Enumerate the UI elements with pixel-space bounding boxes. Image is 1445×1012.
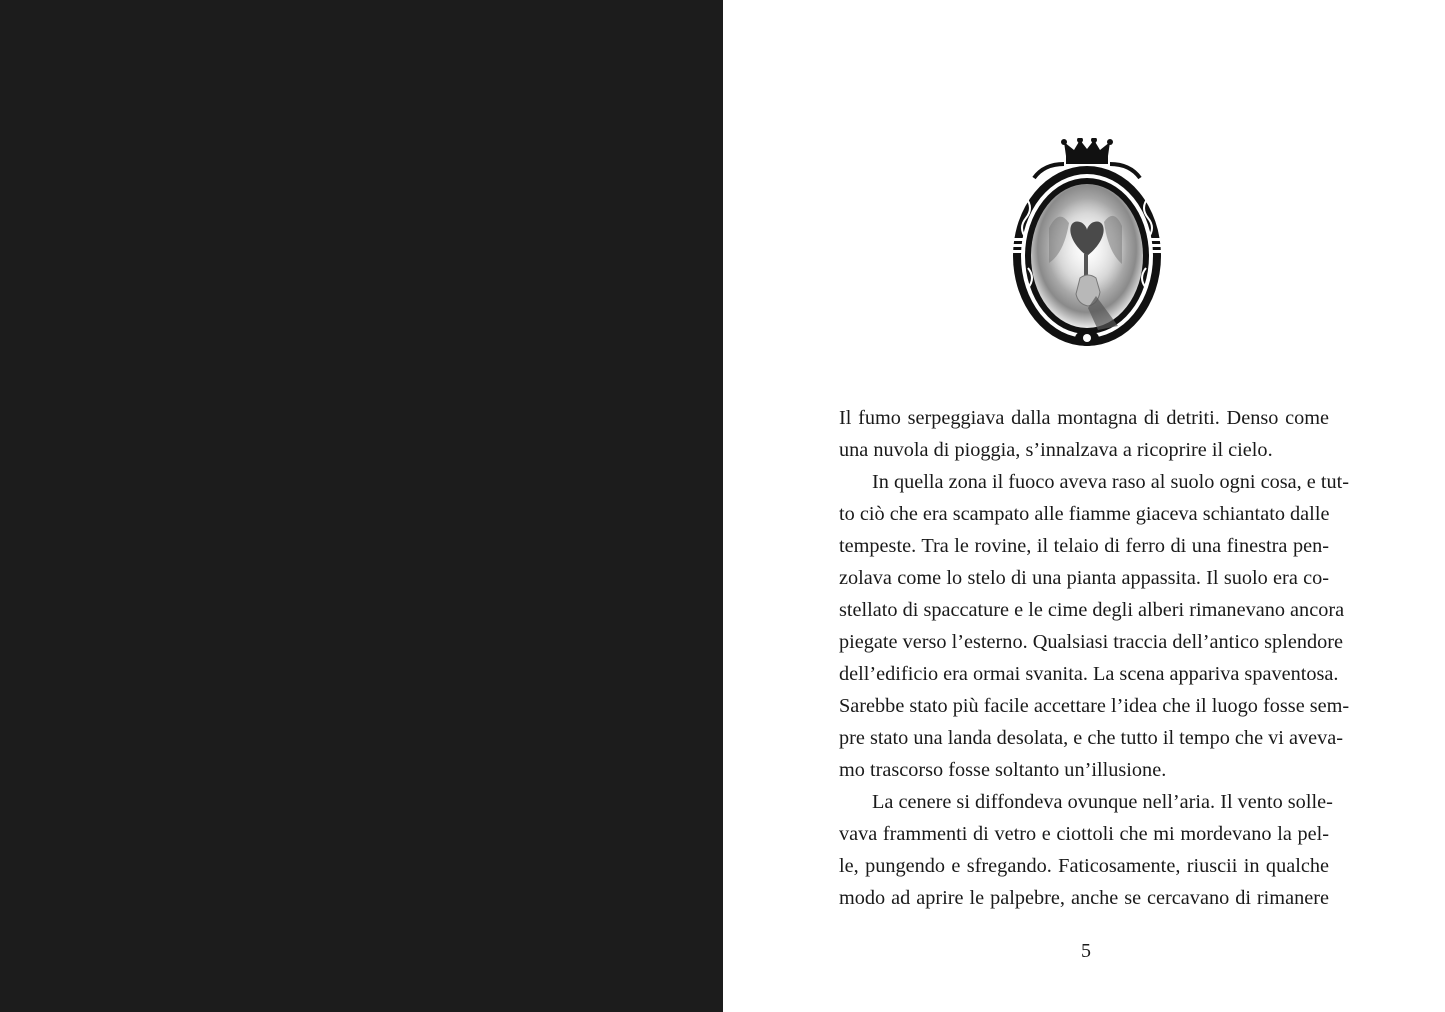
text-line: dell’edificio era ormai svanita. La scena appariva spaventosa. — [839, 663, 1339, 685]
text-line: tempeste. Tra le rovine, il telaio di ferro di una finestra pen- — [839, 535, 1329, 557]
text-line: le, pungendo e sfregando. Faticosamente, riuscii in qualche — [839, 855, 1329, 877]
text-line: In quella zona il fuoco aveva raso al suolo ogni cosa, e tut- — [872, 471, 1350, 493]
text-line: mo trascorso fosse soltanto un’illusione. — [839, 759, 1167, 781]
page-number: 5 — [1081, 940, 1091, 962]
text-line: La cenere si diffondeva ovunque nell’aria. Il vento solle- — [872, 791, 1333, 813]
crowned-mirror-icon — [1004, 138, 1170, 348]
text-line: piegate verso l’esterno. Qualsiasi traccia dell’antico splendore — [839, 631, 1344, 653]
text-line: Il fumo serpeggiava dalla montagna di detriti. Denso come — [839, 407, 1329, 429]
text-line: zolava come lo stelo di una pianta appassita. Il suolo era co- — [839, 567, 1329, 589]
body-text — [839, 402, 1350, 914]
text-line: stellato di spaccature e le cime degli alberi rimanevano ancora — [839, 599, 1345, 621]
text-line: vava frammenti di vetro e ciottoli che mi mordevano la pel- — [839, 823, 1329, 845]
text-line: pre stato una landa desolata, e che tutto il tempo che vi aveva- — [839, 727, 1344, 749]
text-line: Sarebbe stato più facile accettare l’idea che il luogo fosse sem- — [839, 695, 1350, 717]
text-line: to ciò che era scampato alle fiamme giaceva schiantato dalle — [839, 503, 1330, 525]
text-line: una nuvola di pioggia, s’innalzava a ricoprire il cielo. — [839, 439, 1273, 461]
text-line: modo ad aprire le palpebre, anche se cercavano di rimanere — [839, 887, 1329, 909]
